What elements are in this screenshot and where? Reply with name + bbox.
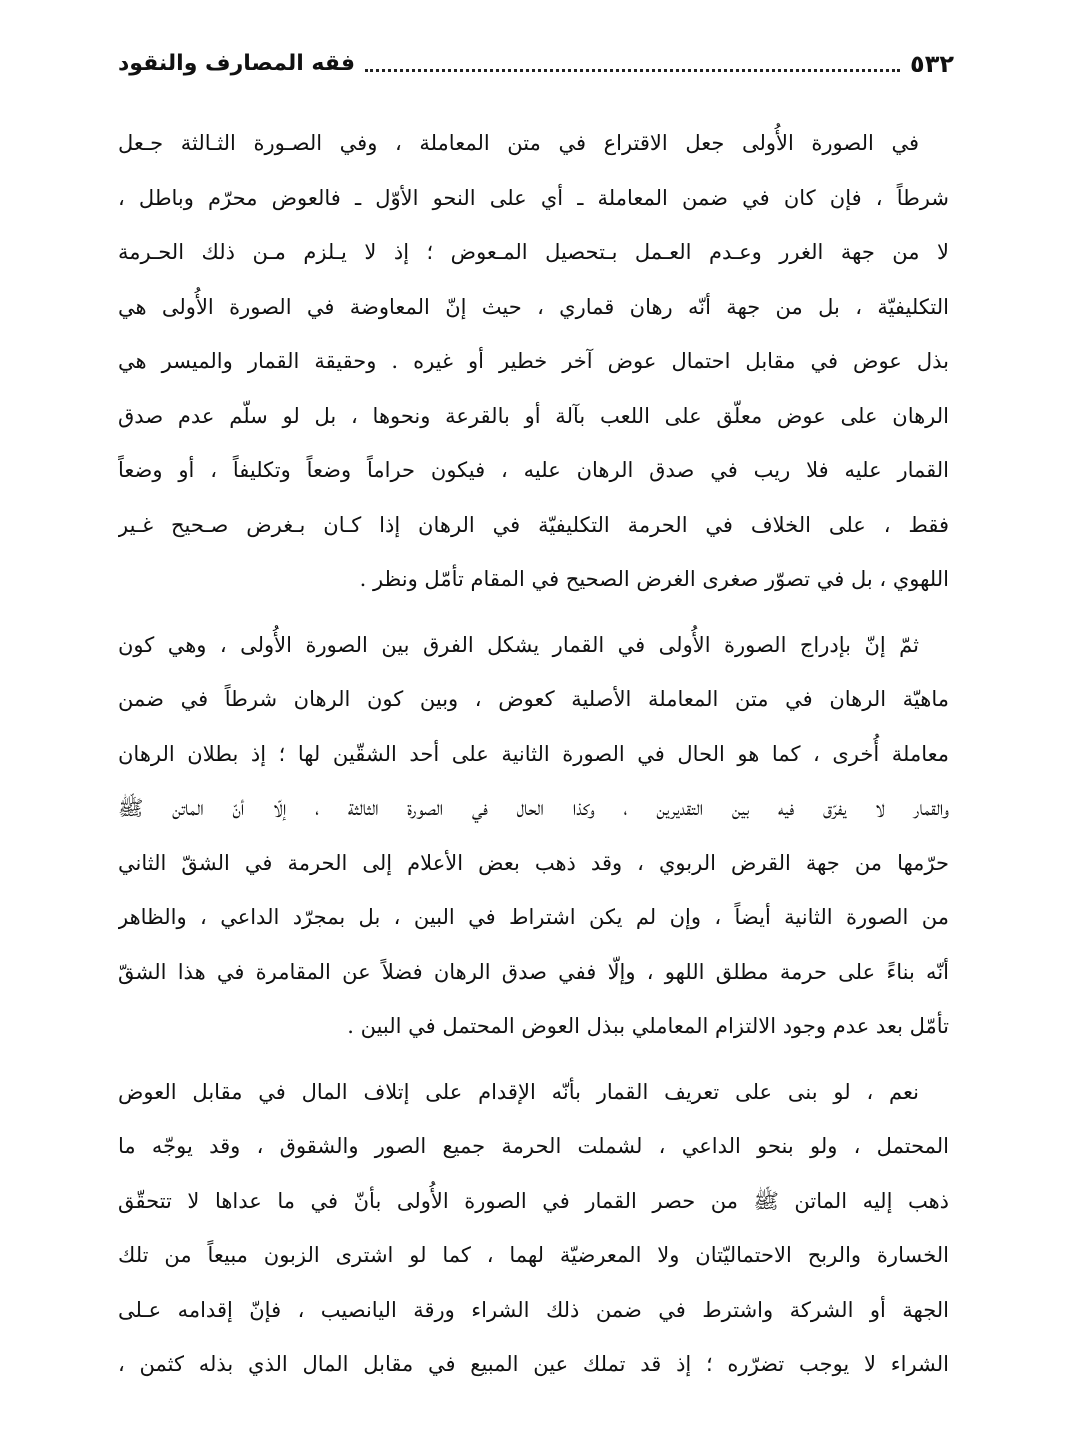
text-line: نعم ، لو بنى على تعريف القمار بأنّه الإقدام على إتلاف المال في مقابل العوض — [118, 1079, 919, 1104]
text-line: تأمّل بعد عدم وجود الالتزام المعاملي ببذل العوض المحتمل في البين . — [347, 1014, 949, 1038]
paragraph — [118, 1065, 949, 1392]
text-line: المحتمل ، ولو بنحو الداعي ، لشملت الحرمة جميع الصور والشقوق ، وقد يوجّه ما — [118, 1134, 949, 1158]
text-line: ماهيّة الرهان في متن المعاملة الأصلية كعوض ، وبين كون الرهان شرطاً في ضمن — [118, 687, 949, 711]
text-line: معاملة أُخرى ، كما هو الحال في الصورة الثانية على أحد الشقّين لها ؛ إذ بطلان الرهان — [118, 741, 949, 766]
text-line: في الصورة الأُولى جعل الاقتراع في متن المعاملة ، وفي الصـورة الثـالثة جـعل — [118, 131, 919, 155]
text-line: الجهة أو الشركة واشترط في ضمن ذلك الشراء ورقة اليانصيب ، فإنّ إقدامه عـلى — [118, 1297, 949, 1322]
text-line: الخسارة والربح الاحتماليّتان ولا المعرضيّة لهما ، كما لو اشترى الزبون مبيعاً من تلك — [118, 1243, 949, 1267]
paragraph — [118, 618, 949, 1054]
running-header — [118, 42, 954, 80]
page-number: ٥٣٢ — [910, 50, 954, 78]
text-line: اللهوي ، بل في تصوّر صغرى الغرض الصحيح في المقام تأمّل ونظر . — [359, 567, 949, 591]
text-line: بذل عوض في مقابل احتمال عوض آخر خطير أو غيره . وحقيقة القمار والميسر هي — [118, 349, 949, 373]
text-line: التكليفيّة ، بل من جهة أنّه رهان قماري ، حيث إنّ المعاوضة في الصورة الأُولى هي — [118, 294, 949, 319]
text-line: والقمار لا يفرّق فيه بين التقديرين ، وكذا الحال في الصورة الثالثة ، إلّا أنّ الماتن ﷺ — [118, 796, 949, 820]
header-title: فقه المصارف والنقود — [118, 51, 355, 76]
text-line: الشراء لا يوجب تضرّره ؛ إذ قد تملك عين المبيع في مقابل المال الذي بذله كثمن ، — [118, 1352, 949, 1376]
text-line: لا من جهة الغرر وعـدم العـمل بـتحصيل المـعوض ؛ إذ لا يـلزم مـن ذلك الحـرمة — [118, 240, 949, 264]
text-line: فقط ، على الخلاف في الحرمة التكليفيّة في الرهان إذا كـان بـغرض صـحيح غـير — [118, 512, 949, 537]
text-line: حرّمها من جهة القرض الربوي ، وقد ذهب بعض الأعلام إلى الحرمة في الشقّ الثاني — [118, 850, 949, 875]
text-line: من الصورة الثانية أيضاً ، وإن لم يكن اشتراط في البين ، بل بمجرّد الداعي ، والظاهر — [118, 905, 949, 929]
header-dot-leader — [365, 69, 900, 72]
text-line: أنّه بناءً على حرمة مطلق اللهو ، وإلّا ففي صدق الرهان فضلاً عن المقامرة في هذا الشقّ — [118, 959, 949, 984]
text-line: ثمّ إنّ بإدراج الصورة الأُولى في القمار يشكل الفرق بين الصورة الأُولى ، وهي كون — [118, 632, 919, 657]
text-line: ذهب إليه الماتن ﷺ من حصر القمار في الصورة الأُولى بأنّ في ما عداها لا تتحقّق — [118, 1188, 949, 1213]
text-line: الرهان على عوض معلّق على اللعب بآلة أو بالقرعة ونحوها ، بل لو سلّم عدم صدق — [118, 403, 949, 428]
text-line: القمار عليه فلا ريب في صدق الرهان عليه ، فيكون حراماً وضعاً وتكليفاً ، أو وضعاً — [118, 458, 949, 482]
text-line: شرطاً ، فإن كان في ضمن المعاملة ـ أي على النحو الأوّل ـ فالعوض محرّم وباطل ، — [118, 185, 949, 210]
paragraph — [118, 116, 949, 607]
body-text — [118, 116, 949, 1403]
